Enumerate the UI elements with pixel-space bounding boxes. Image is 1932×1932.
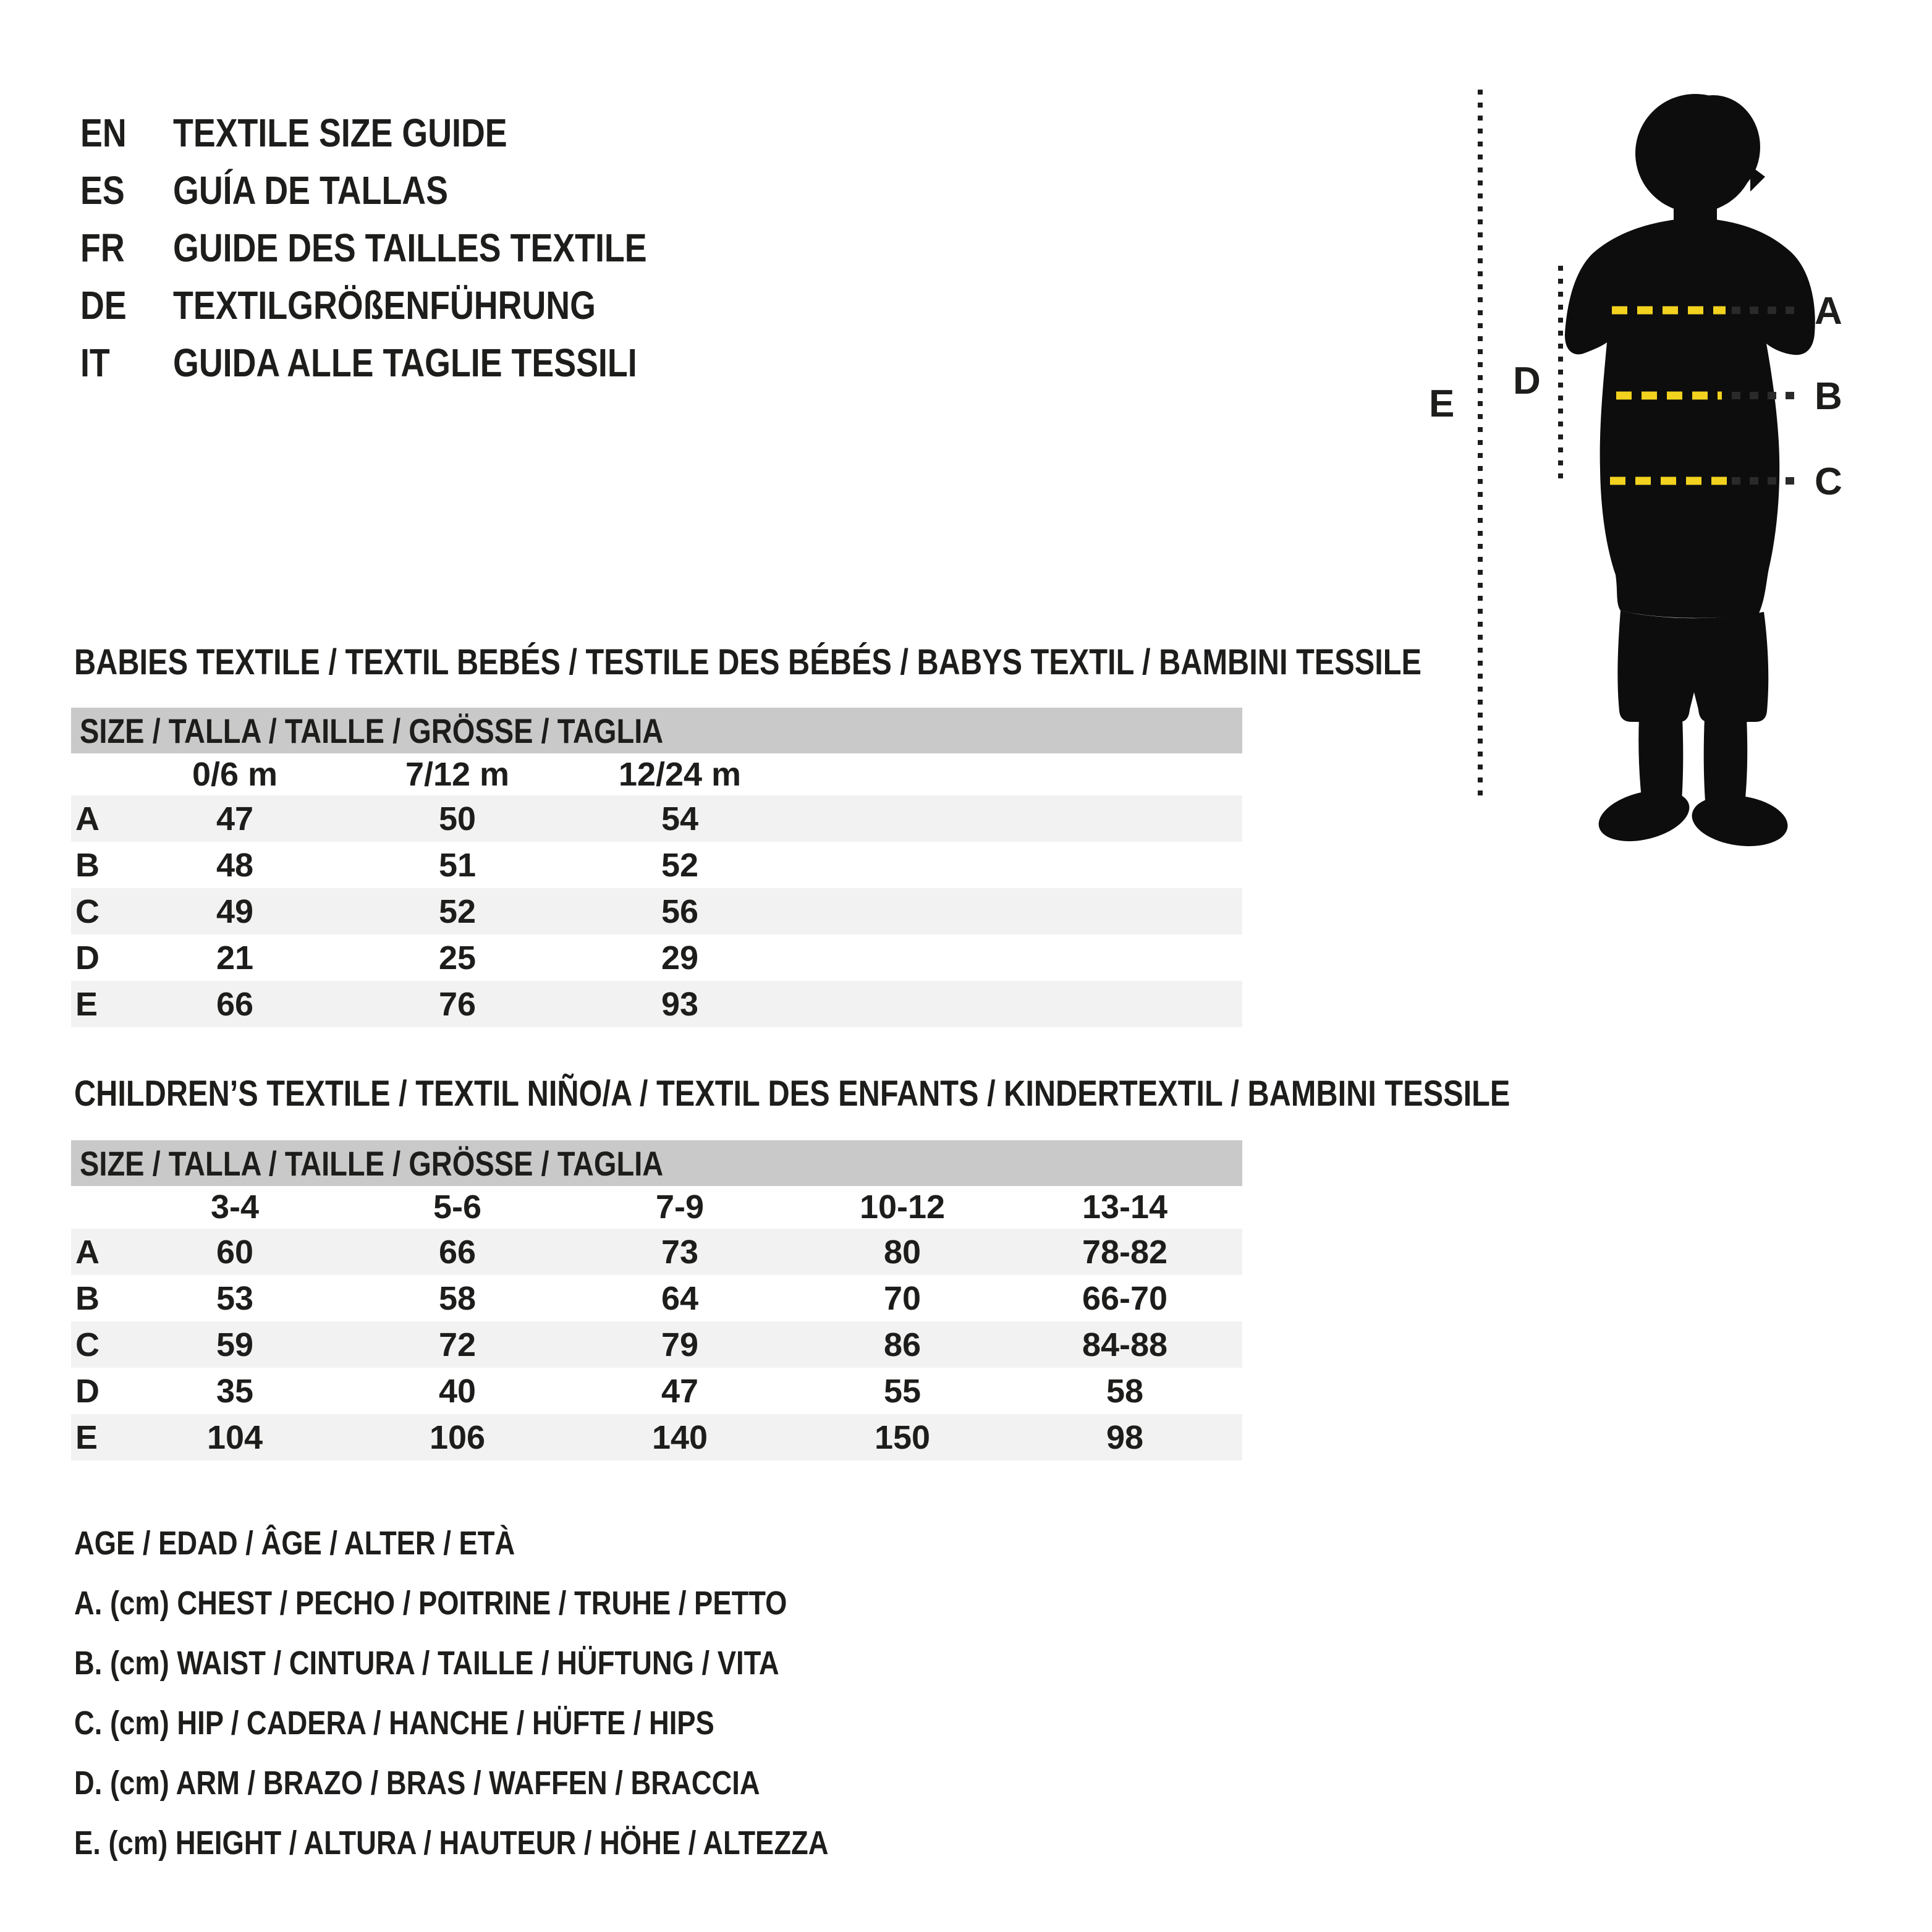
- hip-label: C: [1815, 460, 1842, 503]
- cell-value: 47: [661, 1372, 699, 1410]
- table-row: [71, 795, 1242, 842]
- legend-line: [74, 1693, 972, 1753]
- cell-value: 104: [206, 1418, 263, 1456]
- cell-value: 54: [661, 800, 699, 837]
- table-row: [71, 1368, 1242, 1414]
- legend-line: [74, 1633, 972, 1693]
- waist-label: B: [1815, 375, 1842, 418]
- cell-value: 35: [216, 1372, 254, 1410]
- language-code: IT: [80, 340, 110, 385]
- cell-value: 78-82: [1082, 1233, 1168, 1271]
- column-header: 13-14: [1082, 1188, 1168, 1226]
- table-row: [71, 1229, 1242, 1275]
- cell-value: 98: [1106, 1418, 1144, 1456]
- cell-value: 50: [438, 800, 477, 837]
- language-list: [80, 104, 737, 391]
- cell-value: 49: [216, 892, 254, 930]
- cell-value: 66: [438, 1233, 477, 1271]
- column-header: 12/24 m: [618, 756, 742, 793]
- children-column-header-row: [71, 1186, 1242, 1228]
- table-row: [71, 1414, 1242, 1460]
- column-header: 5-6: [433, 1188, 482, 1226]
- babies-column-header-row: [71, 753, 1242, 795]
- table-row: [71, 934, 1242, 981]
- legend-line-text: B. (cm) WAIST / CINTURA / TAILLE / HÜFTUNG / VITA: [74, 1644, 779, 1682]
- column-header: 10-12: [859, 1188, 946, 1226]
- legend-line: [74, 1753, 972, 1813]
- cell-value: 80: [883, 1233, 922, 1271]
- cell-value: 150: [874, 1418, 931, 1456]
- row-label: A: [75, 800, 100, 837]
- legend-line: [74, 1513, 972, 1573]
- children-table: [71, 1229, 1242, 1460]
- legend-line-text: C. (cm) HIP / CADERA / HANCHE / HÜFTE / HIPS: [74, 1704, 714, 1742]
- cell-value: 48: [216, 846, 254, 884]
- legend-line: [74, 1813, 972, 1873]
- babies-size-header-bar: [71, 708, 1242, 753]
- row-label: E: [75, 1418, 98, 1456]
- children-section-title: [74, 1073, 1784, 1114]
- cell-value: 106: [429, 1418, 486, 1456]
- cell-value: 60: [216, 1233, 254, 1271]
- legend-line: [74, 1573, 972, 1633]
- arm-label: D: [1513, 360, 1541, 402]
- table-row: [71, 842, 1242, 888]
- cell-value: 47: [216, 800, 254, 837]
- cell-value: 51: [438, 846, 477, 884]
- cell-value: 66: [216, 985, 254, 1023]
- table-row: [71, 1321, 1242, 1368]
- language-code: FR: [80, 225, 125, 270]
- cell-value: 140: [651, 1418, 708, 1456]
- babies-size-header-text: SIZE / TALLA / TAILLE / GRÖSSE / TAGLIA: [80, 711, 664, 750]
- row-label: C: [75, 1326, 100, 1363]
- language-label: GUIDA ALLE TAGLIE TESSILI: [173, 340, 637, 385]
- cell-value: 64: [661, 1279, 699, 1317]
- language-row: [80, 161, 737, 219]
- table-row: [71, 888, 1242, 934]
- babies-section-title-text: BABIES TEXTILE / TEXTIL BEBÉS / TESTILE DES BÉBÉS / BABYS TEXTIL / BAMBINI TESSILE: [74, 642, 1422, 682]
- row-label: B: [75, 1279, 100, 1317]
- chest-label: A: [1815, 290, 1842, 333]
- cell-value: 66-70: [1082, 1279, 1168, 1317]
- table-row: [71, 981, 1242, 1027]
- babies-section-title: [74, 642, 1678, 683]
- cell-value: 93: [661, 985, 699, 1023]
- cell-value: 52: [438, 892, 477, 930]
- height-label: E: [1429, 383, 1455, 425]
- cell-value: 29: [661, 939, 699, 977]
- measurement-figure: [1421, 74, 1932, 847]
- cell-value: 55: [883, 1372, 922, 1410]
- cell-value: 59: [216, 1326, 254, 1363]
- column-header: 3-4: [210, 1188, 260, 1226]
- cell-value: 72: [438, 1326, 477, 1363]
- language-row: [80, 104, 737, 161]
- language-label: TEXTILGRÖßENFÜHRUNG: [173, 282, 596, 328]
- cell-value: 79: [661, 1326, 699, 1363]
- measurement-legend: [74, 1513, 972, 1873]
- cell-value: 56: [661, 892, 699, 930]
- legend-line-text: A. (cm) CHEST / PECHO / POITRINE / TRUHE / PETTO: [74, 1584, 787, 1622]
- cell-value: 70: [883, 1279, 922, 1317]
- language-label: GUÍA DE TALLAS: [173, 167, 448, 213]
- cell-value: 58: [1106, 1372, 1144, 1410]
- language-label: GUIDE DES TAILLES TEXTILE: [173, 225, 647, 270]
- column-header: 7/12 m: [405, 756, 510, 793]
- language-row: [80, 219, 737, 276]
- cell-value: 84-88: [1082, 1326, 1168, 1363]
- cell-value: 86: [883, 1326, 922, 1363]
- child-silhouette-icon: [1565, 94, 1815, 847]
- children-size-header-text: SIZE / TALLA / TAILLE / GRÖSSE / TAGLIA: [80, 1143, 664, 1183]
- cell-value: 53: [216, 1279, 254, 1317]
- cell-value: 58: [438, 1279, 477, 1317]
- row-label: B: [75, 846, 100, 884]
- cell-value: 25: [438, 939, 477, 977]
- column-header: 7-9: [655, 1188, 705, 1226]
- language-row: [80, 334, 737, 391]
- row-label: E: [75, 985, 98, 1023]
- language-row: [80, 276, 737, 334]
- row-label: A: [75, 1233, 100, 1271]
- row-label: C: [75, 892, 100, 930]
- row-label: D: [75, 1372, 100, 1410]
- cell-value: 21: [216, 939, 254, 977]
- children-section-title-text: CHILDREN’S TEXTILE / TEXTIL NIÑO/A / TEXTIL DES ENFANTS / KINDERTEXTIL / BAMBINI TESSILE: [74, 1074, 1510, 1114]
- language-label: TEXTILE SIZE GUIDE: [173, 110, 507, 155]
- language-code: EN: [80, 110, 127, 155]
- children-size-header-bar: [71, 1140, 1242, 1186]
- legend-line-text: E. (cm) HEIGHT / ALTURA / HAUTEUR / HÖHE / ALTEZZA: [74, 1824, 829, 1862]
- cell-value: 40: [438, 1372, 477, 1410]
- row-label: D: [75, 939, 100, 977]
- column-header: 0/6 m: [192, 756, 278, 793]
- legend-line-text: D. (cm) ARM / BRAZO / BRAS / WAFFEN / BRACCIA: [74, 1764, 760, 1802]
- cell-value: 76: [438, 985, 477, 1023]
- cell-value: 52: [661, 846, 699, 884]
- babies-table: [71, 795, 1242, 1027]
- cell-value: 73: [661, 1233, 699, 1271]
- language-code: DE: [80, 282, 127, 328]
- table-row: [71, 1275, 1242, 1321]
- language-code: ES: [80, 167, 125, 213]
- legend-line-text: AGE / EDAD / ÂGE / ALTER / ETÀ: [74, 1524, 515, 1562]
